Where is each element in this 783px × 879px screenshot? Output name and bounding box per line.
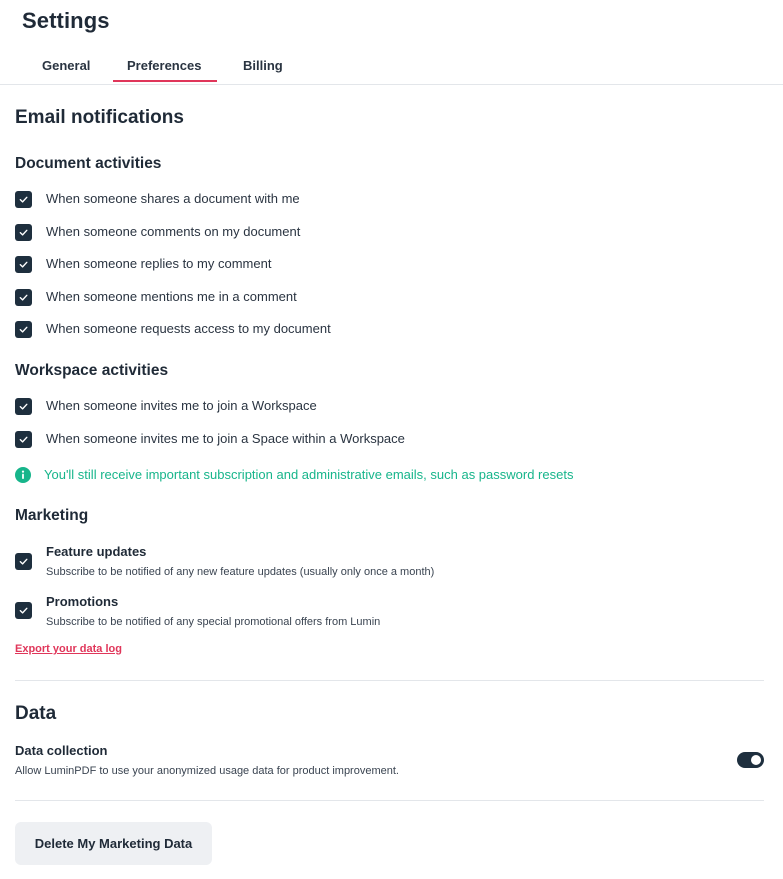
delete-marketing-data-button[interactable]: Delete My Marketing Data [15,822,212,865]
workspace-activities-heading: Workspace activities [15,362,169,379]
checkbox-doc-comments[interactable] [15,224,32,241]
feature-updates-title: Feature updates [46,544,147,559]
check-icon [18,434,29,445]
page-title: Settings [22,8,110,33]
checkbox-label: When someone replies to my comment [46,256,272,271]
checkbox-feature-updates[interactable] [15,553,32,570]
promotions-title: Promotions [46,594,119,609]
checkbox-label: When someone requests access to my document [46,321,331,336]
checkbox-ws-space-invite[interactable] [15,431,32,448]
check-icon [18,227,29,238]
email-notifications-heading: Email notifications [15,107,184,128]
tab-preferences[interactable]: Preferences [127,58,202,73]
check-icon [18,605,29,616]
check-icon [18,194,29,205]
marketing-heading: Marketing [15,507,89,524]
checkbox-label: When someone invites me to join a Workspace [46,398,317,413]
toggle-knob [751,755,761,765]
feature-updates-desc: Subscribe to be notified of any new feature updates (usually only once a month) [46,566,435,578]
check-icon [18,556,29,567]
data-collection-title: Data collection [15,743,108,758]
checkbox-ws-invite[interactable] [15,398,32,415]
check-icon [18,401,29,412]
data-heading: Data [15,703,57,724]
section-divider [15,680,764,681]
check-icon [18,324,29,335]
checkbox-label: When someone mentions me in a comment [46,289,297,304]
document-activities-heading: Document activities [15,155,162,172]
checkbox-doc-access[interactable] [15,321,32,338]
checkbox-label: When someone shares a document with me [46,191,300,206]
check-icon [18,259,29,270]
tab-billing[interactable]: Billing [243,58,283,73]
checkbox-doc-shares[interactable] [15,191,32,208]
info-note: You'll still receive important subscription and administrative emails, such as password resets [44,467,574,482]
checkbox-doc-replies[interactable] [15,256,32,273]
active-tab-indicator [113,80,217,82]
checkbox-doc-mentions[interactable] [15,289,32,306]
info-icon [15,467,31,483]
checkbox-label: When someone comments on my document [46,224,301,239]
section-divider [15,800,764,801]
promotions-desc: Subscribe to be notified of any special promotional offers from Lumin [46,616,381,628]
checkbox-promotions[interactable] [15,602,32,619]
data-collection-desc: Allow LuminPDF to use your anonymized usage data for product improvement. [15,765,399,777]
checkbox-label: When someone invites me to join a Space within a Workspace [46,431,405,446]
export-data-log-link[interactable]: Export your data log [15,643,122,655]
tab-general[interactable]: General [42,58,91,73]
check-icon [18,292,29,303]
data-collection-toggle[interactable] [737,752,764,768]
